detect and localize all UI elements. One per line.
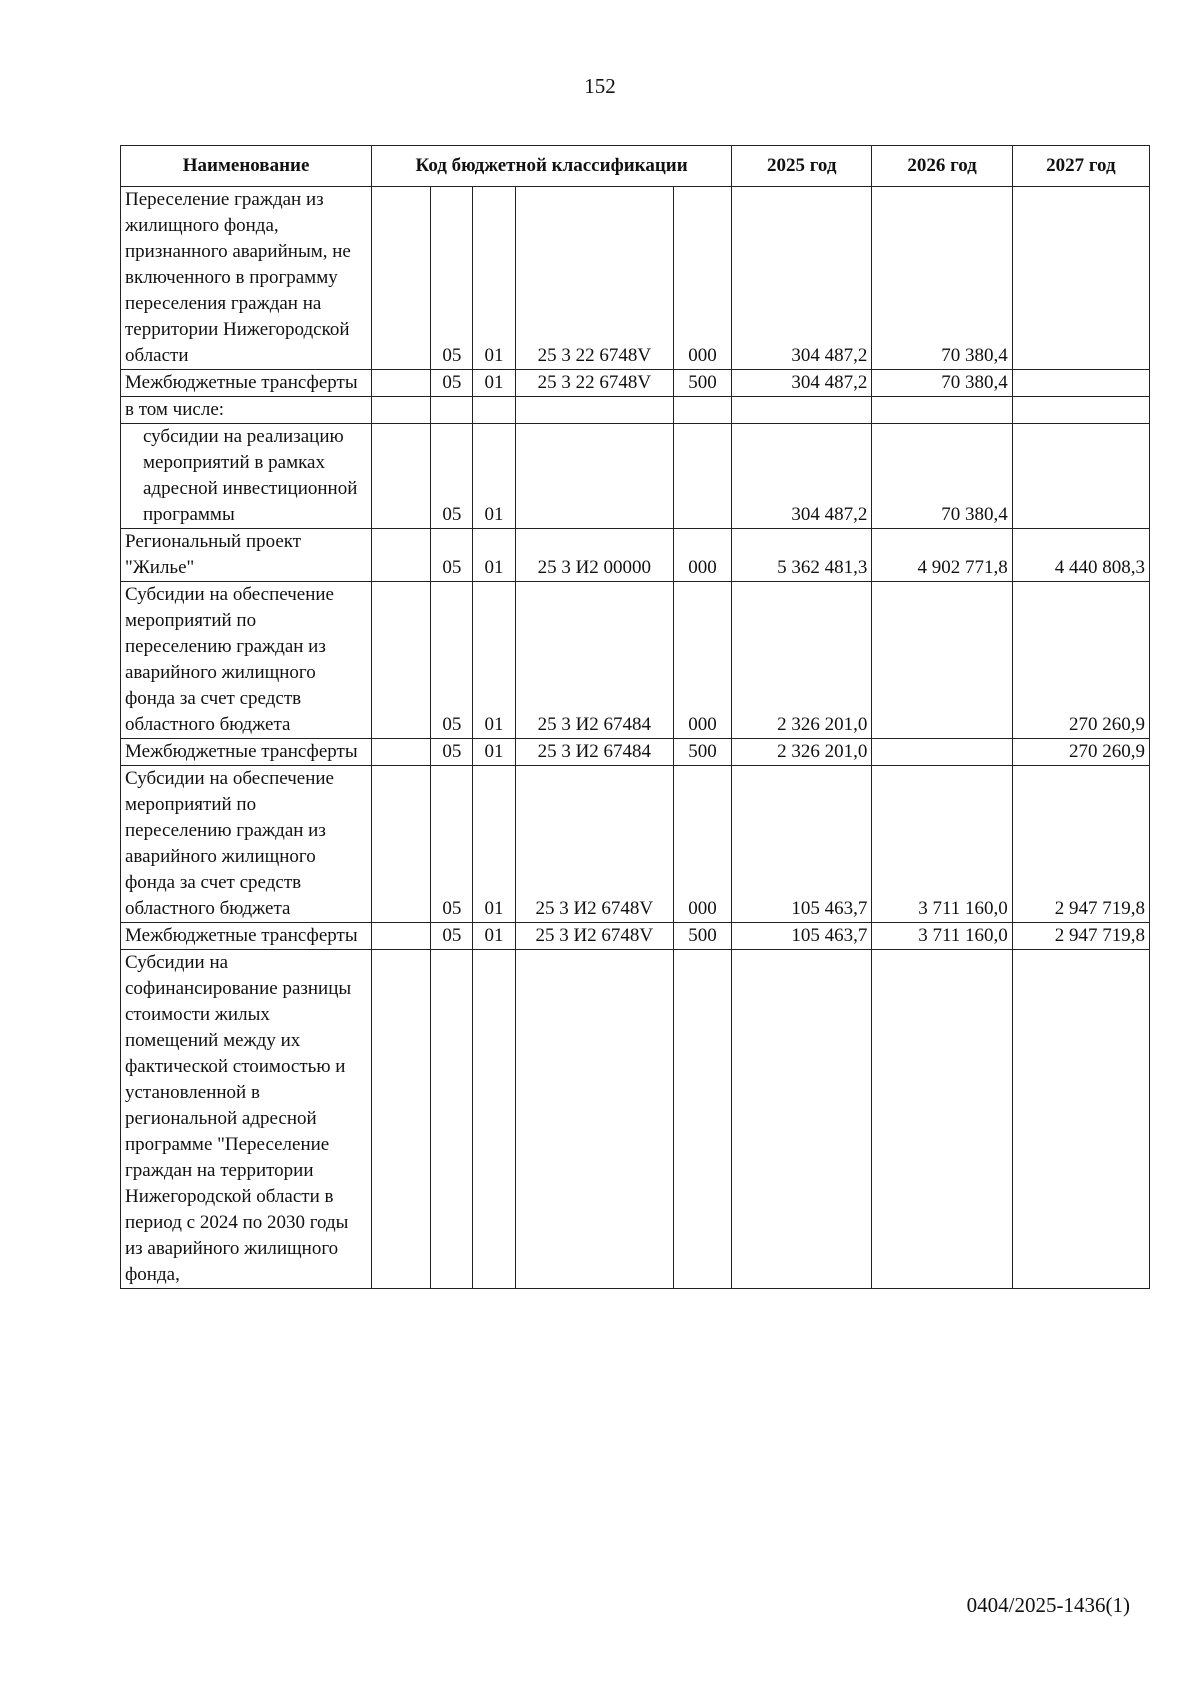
code-section — [431, 950, 473, 1289]
value-2026: 3 711 160,0 — [872, 923, 1012, 950]
value-2025: 304 487,2 — [732, 370, 872, 397]
budget-table — [120, 145, 1150, 1289]
value-2025: 105 463,7 — [732, 766, 872, 923]
table-row — [121, 424, 1150, 529]
code-expense-type: 500 — [673, 739, 731, 766]
value-2026: 70 380,4 — [872, 424, 1012, 529]
header-2026: 2026 год — [872, 146, 1012, 187]
row-name: Субсидии на софинансирование разницы стоимости жилых помещений между их фактической стоимостью и установленной в региональной адресной программе "Переселение граждан на территории Нижегородской области в период с 2024 по 2030 годы из аварийного жилищного фонда, — [121, 950, 372, 1289]
code-section: 05 — [431, 187, 473, 370]
code-expense-type: 000 — [673, 582, 731, 739]
row-name: в том числе: — [121, 397, 372, 424]
value-2025 — [732, 950, 872, 1289]
value-2025: 5 362 481,3 — [732, 529, 872, 582]
code-subsection: 01 — [473, 923, 515, 950]
code-blank — [372, 529, 431, 582]
value-2027 — [1012, 424, 1149, 529]
code-expense-type — [673, 950, 731, 1289]
table-header-row — [121, 146, 1150, 187]
header-name: Наименование — [121, 146, 372, 187]
value-2026: 4 902 771,8 — [872, 529, 1012, 582]
value-2027: 4 440 808,3 — [1012, 529, 1149, 582]
table-row — [121, 370, 1150, 397]
code-expense-type — [673, 397, 731, 424]
code-target: 25 3 И2 00000 — [515, 529, 673, 582]
code-target: 25 3 22 6748V — [515, 187, 673, 370]
value-2027 — [1012, 370, 1149, 397]
code-target: 25 3 И2 67484 — [515, 582, 673, 739]
code-subsection — [473, 397, 515, 424]
code-expense-type — [673, 424, 731, 529]
code-subsection: 01 — [473, 739, 515, 766]
code-subsection: 01 — [473, 766, 515, 923]
value-2026 — [872, 739, 1012, 766]
row-name: субсидии на реализацию мероприятий в рамках адресной инвестиционной программы — [121, 424, 372, 529]
row-name: Межбюджетные трансферты — [121, 370, 372, 397]
code-subsection: 01 — [473, 370, 515, 397]
value-2026 — [872, 397, 1012, 424]
value-2026 — [872, 950, 1012, 1289]
value-2025: 2 326 201,0 — [732, 739, 872, 766]
code-section: 05 — [431, 582, 473, 739]
value-2026 — [872, 582, 1012, 739]
value-2027 — [1012, 950, 1149, 1289]
code-expense-type: 000 — [673, 766, 731, 923]
code-blank — [372, 370, 431, 397]
code-subsection: 01 — [473, 529, 515, 582]
page-number: 152 — [584, 74, 616, 98]
code-section: 05 — [431, 424, 473, 529]
table-row — [121, 397, 1150, 424]
value-2027: 270 260,9 — [1012, 739, 1149, 766]
row-name: Межбюджетные трансферты — [121, 739, 372, 766]
code-subsection: 01 — [473, 424, 515, 529]
table-row — [121, 187, 1150, 370]
value-2025: 105 463,7 — [732, 923, 872, 950]
row-name: Субсидии на обеспечение мероприятий по переселению граждан из аварийного жилищного фонда за счет средств областного бюджета — [121, 766, 372, 923]
code-subsection: 01 — [473, 582, 515, 739]
code-target: 25 3 И2 6748V — [515, 923, 673, 950]
code-blank — [372, 582, 431, 739]
code-section: 05 — [431, 923, 473, 950]
document-code: 0404/2025-1436(1) — [966, 1593, 1130, 1617]
table-row — [121, 766, 1150, 923]
code-expense-type: 500 — [673, 370, 731, 397]
code-target — [515, 397, 673, 424]
code-section: 05 — [431, 739, 473, 766]
code-section: 05 — [431, 370, 473, 397]
table-row — [121, 582, 1150, 739]
code-subsection — [473, 950, 515, 1289]
value-2027: 270 260,9 — [1012, 582, 1149, 739]
code-blank — [372, 424, 431, 529]
value-2027: 2 947 719,8 — [1012, 923, 1149, 950]
header-2027: 2027 год — [1012, 146, 1149, 187]
code-blank — [372, 950, 431, 1289]
row-name: Региональный проект "Жилье" — [121, 529, 372, 582]
value-2027 — [1012, 187, 1149, 370]
code-section: 05 — [431, 766, 473, 923]
value-2026: 70 380,4 — [872, 187, 1012, 370]
table-row — [121, 739, 1150, 766]
value-2027: 2 947 719,8 — [1012, 766, 1149, 923]
code-blank — [372, 739, 431, 766]
code-target: 25 3 22 6748V — [515, 370, 673, 397]
code-target — [515, 950, 673, 1289]
value-2025 — [732, 397, 872, 424]
value-2025: 304 487,2 — [732, 187, 872, 370]
code-blank — [372, 766, 431, 923]
value-2026: 3 711 160,0 — [872, 766, 1012, 923]
code-target: 25 3 И2 67484 — [515, 739, 673, 766]
code-expense-type: 500 — [673, 923, 731, 950]
code-subsection: 01 — [473, 187, 515, 370]
row-name: Переселение граждан из жилищного фонда, признанного аварийным, не включенного в программу переселения граждан на территории Нижегородской области — [121, 187, 372, 370]
header-2025: 2025 год — [732, 146, 872, 187]
code-blank — [372, 923, 431, 950]
code-section — [431, 397, 473, 424]
code-target — [515, 424, 673, 529]
table-row — [121, 950, 1150, 1289]
table-row — [121, 529, 1150, 582]
value-2026: 70 380,4 — [872, 370, 1012, 397]
code-blank — [372, 187, 431, 370]
row-name: Межбюджетные трансферты — [121, 923, 372, 950]
table-row — [121, 923, 1150, 950]
code-blank — [372, 397, 431, 424]
value-2025: 2 326 201,0 — [732, 582, 872, 739]
code-expense-type: 000 — [673, 529, 731, 582]
row-name: Субсидии на обеспечение мероприятий по переселению граждан из аварийного жилищного фонда за счет средств областного бюджета — [121, 582, 372, 739]
header-code: Код бюджетной классификации — [372, 146, 732, 187]
value-2027 — [1012, 397, 1149, 424]
value-2025: 304 487,2 — [732, 424, 872, 529]
code-expense-type: 000 — [673, 187, 731, 370]
code-target: 25 3 И2 6748V — [515, 766, 673, 923]
code-section: 05 — [431, 529, 473, 582]
